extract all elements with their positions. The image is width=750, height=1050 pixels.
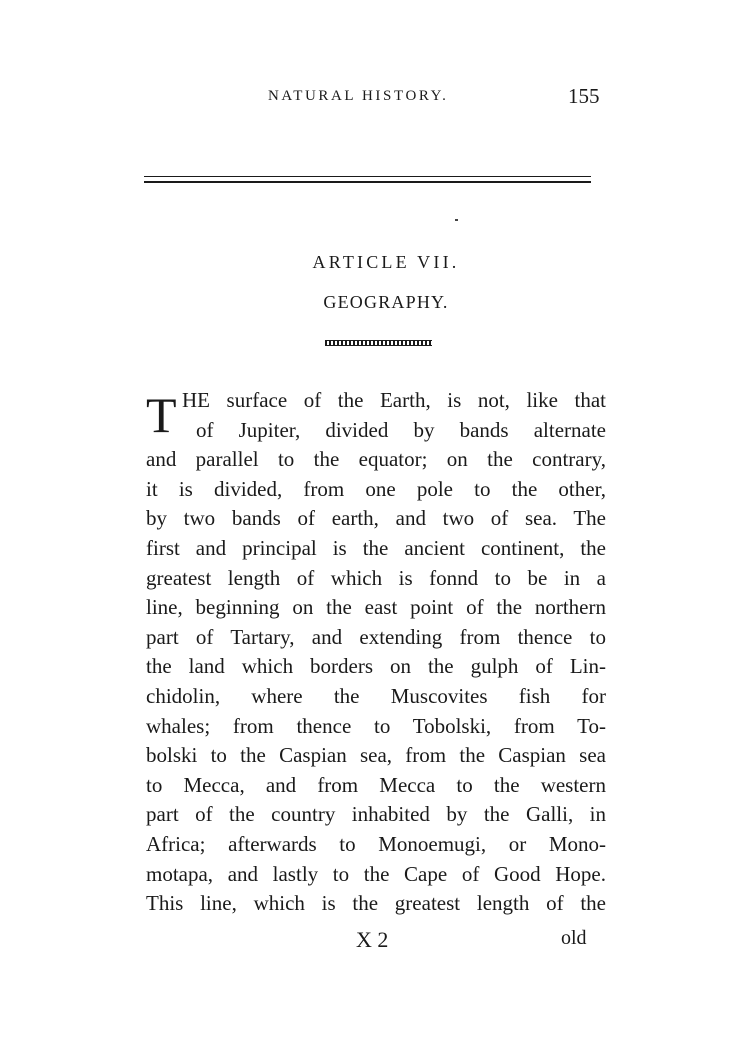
- text-line: chidolin, where the Muscovites fish for: [146, 683, 606, 708]
- text-line: by two bands of earth, and two of sea. The: [146, 506, 606, 531]
- body-paragraph: [146, 386, 606, 919]
- drop-cap: T: [146, 387, 177, 443]
- text-line: part of Tartary, and extending from thence to: [146, 624, 606, 649]
- running-head: NATURAL HISTORY.: [268, 88, 449, 104]
- text-line: greatest length of which is fonnd to be in a: [146, 565, 606, 590]
- catchword: old: [561, 927, 587, 949]
- text-line: bolski to the Caspian sea, from the Caspian sea: [146, 743, 606, 768]
- text-line: Africa; afterwards to Monoemugi, or Mono-: [146, 831, 606, 856]
- text-line: it is divided, from one pole to the other,: [146, 476, 606, 501]
- text-line: and parallel to the equator; on the contrary,: [146, 447, 606, 472]
- text-line: line, beginning on the east point of the northern: [146, 595, 606, 620]
- text-line: motapa, and lastly to the Cape of Good Hope.: [146, 861, 606, 886]
- text-line: first and principal is the ancient continent, the: [146, 535, 606, 560]
- text-line: the land which borders on the gulph of Lin-: [146, 654, 606, 679]
- section-title: GEOGRAPHY.: [323, 292, 449, 312]
- text-line: to Mecca, and from Mecca to the western: [146, 772, 606, 797]
- text-line: of Jupiter, divided by bands alternate: [196, 417, 606, 442]
- article-heading: ARTICLE VII.: [312, 252, 460, 272]
- text-line: whales; from thence to Tobolski, from To-: [146, 713, 606, 738]
- printing-speck: [455, 219, 458, 221]
- text-line: part of the country inhabited by the Galli, in: [146, 802, 606, 827]
- page-number: 155: [568, 84, 600, 108]
- text-line: HE surface of the Earth, is not, like that: [182, 388, 606, 412]
- ornamental-rule: [325, 340, 432, 346]
- text-line: This line, which is the greatest length of the: [146, 891, 606, 916]
- signature-mark: X 2: [356, 927, 389, 952]
- header-double-rule: [144, 176, 591, 183]
